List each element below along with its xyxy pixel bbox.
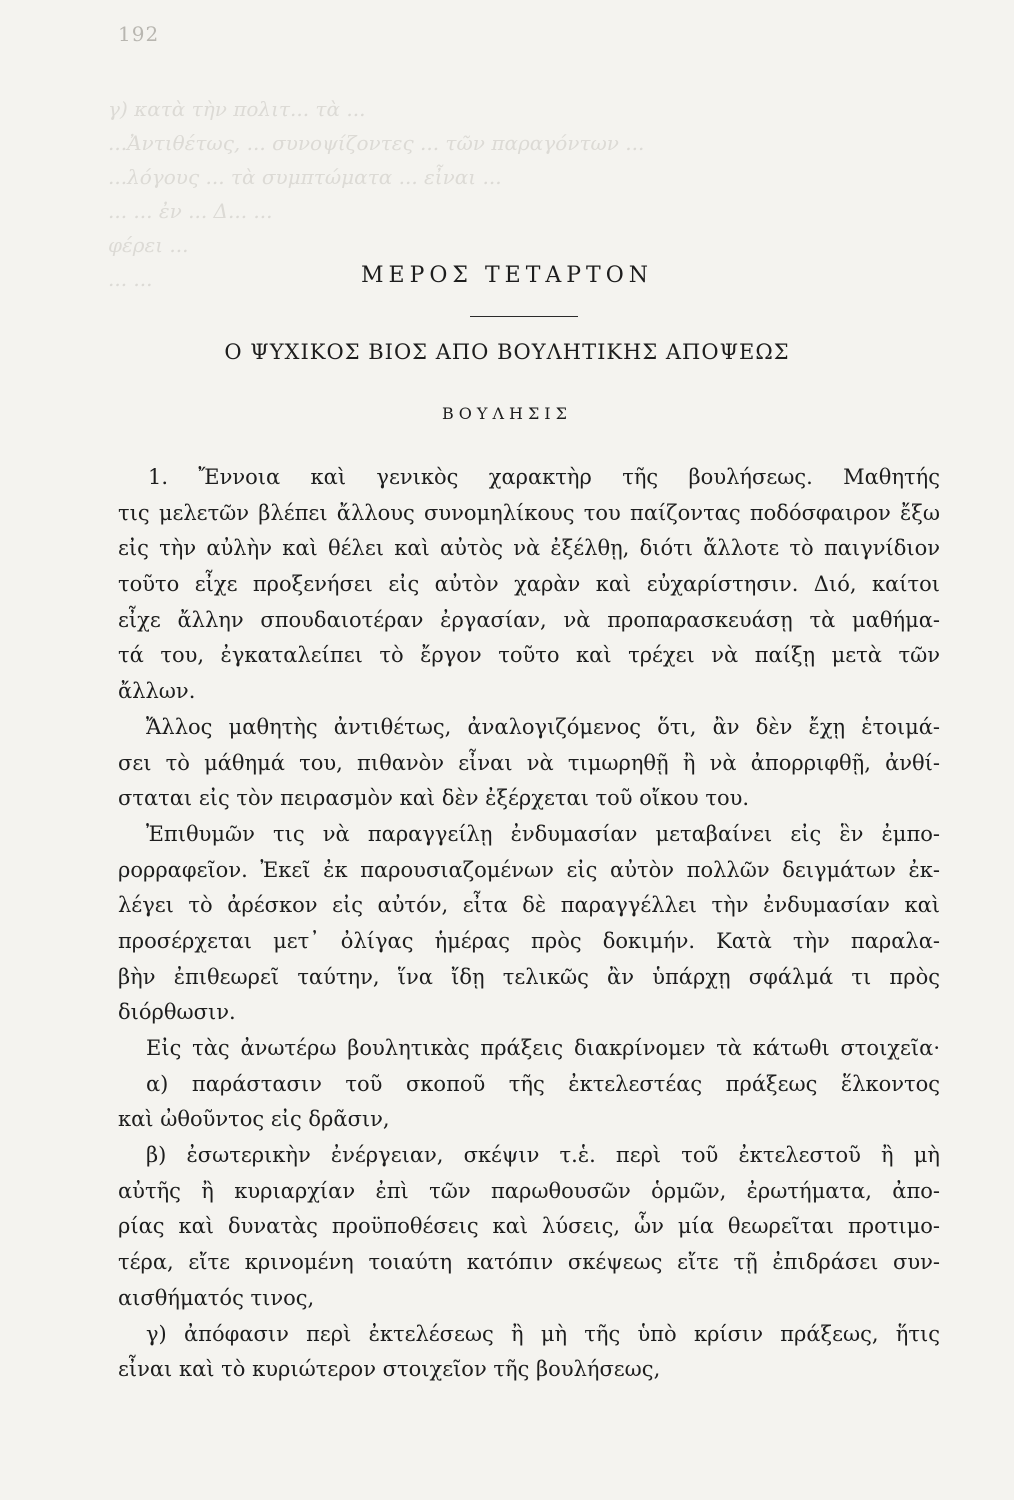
text-line: τοῦτο εἶχε προξενήσει εἰς αὐτὸν χαρὰν καὶ εὐχαρίστησιν. Διό, καίτοι — [118, 572, 940, 597]
text-line: εἶναι καὶ τὸ κυριώτερον στοιχεῖον τῆς βουλήσεως, — [118, 1357, 661, 1382]
text-line: Ἐπιθυμῶν τις νὰ παραγγείλῃ ἐνδυμασίαν μεταβαίνει εἰς ἓν ἐμπο- — [146, 821, 940, 846]
text-line: Εἰς τὰς ἀνωτέρω βουλητικὰς πράξεις διακρίνομεν τὰ κάτωθι στοιχεῖα· — [146, 1036, 940, 1060]
bleed-line: γ) κατὰ τὴν πολιτ... τὰ ... — [108, 97, 366, 121]
text-line: αισθήματός τινος, — [118, 1285, 315, 1310]
bleed-line: ... ... — [108, 267, 153, 291]
text-line: 1. Ἔννοια καὶ γενικὸς χαρακτὴρ τῆς βουλήσεως. Μαθητής — [148, 465, 940, 489]
bleed-line: ...Ἀντιθέτως, ... συνοψίζοντες ... τῶν παραγόντων ... — [108, 131, 645, 155]
text-line: τις μελετῶν βλέπει ἄλλους συνομηλίκους του παίζοντας ποδόσφαιρον ἔξω — [118, 500, 940, 525]
text-line: β) ἐσωτερικὴν ἐνέργειαν, σκέψιν τ.ἑ. περὶ τοῦ ἐκτελεστοῦ ἢ μὴ — [146, 1143, 940, 1168]
text-line: σει τὸ μάθημά του, πιθανὸν εἶναι νὰ τιμωρηθῇ ἢ νὰ ἀπορριφθῇ, ἀνθί- — [118, 750, 940, 775]
section-title: Ο ΨΥΧΙΚΟΣ ΒΙΟΣ ΑΠΟ ΒΟΥΛΗΤΙΚΗΣ ΑΠΟΨΕΩΣ — [224, 340, 790, 364]
text-line: ρορραφεῖον. Ἐκεῖ ἐκ παρουσιαζομένων εἰς αὐτὸν πολλῶν δειγμάτων ἐκ- — [118, 857, 940, 882]
subsection-title: ΒΟΥΛΗΣΙΣ — [442, 404, 572, 423]
part-title: ΜΕΡΟΣ ΤΕΤΑΡΤΟΝ — [360, 263, 654, 288]
text-line: προσέρχεται μετ᾽ ὀλίγας ἡμέρας πρὸς δοκιμήν. Κατὰ τὴν παραλα- — [118, 928, 940, 953]
page-number: 192 — [118, 22, 160, 46]
text-line: γ) ἀπόφασιν περὶ ἐκτελέσεως ἢ μὴ τῆς ὑπὸ κρίσιν πράξεως, ἥτις — [146, 1321, 940, 1346]
text-line: ρίας καὶ δυνατὰς προϋποθέσεις καὶ λύσεις, ὧν μία θεωρεῖται προτιμο- — [118, 1214, 940, 1239]
text-line: ἄλλων. — [118, 679, 196, 704]
text-line: αὐτῆς ἢ κυριαρχίαν ἐπὶ τῶν παρωθουσῶν ὁρμῶν, ἐρωτήματα, ἀπο- — [118, 1178, 940, 1203]
bleed-line: ... ... ἐν ... Δ... ... — [108, 199, 273, 223]
text-line: τέρα, εἴτε κρινομένη τοιαύτη κατόπιν σκέψεως εἴτε τῇ ἐπιδράσει συν- — [118, 1250, 940, 1275]
text-line: εἶχε ἄλλην σπουδαιοτέραν ἐργασίαν, νὰ προπαρασκευάσῃ τὰ μαθήμα- — [118, 607, 940, 632]
text-line: λέγει τὸ ἀρέσκον εἰς αὐτόν, εἶτα δὲ παραγγέλλει τὴν ἐνδυμασίαν καὶ — [118, 893, 940, 918]
text-line: Ἄλλος μαθητὴς ἀντιθέτως, ἀναλογιζόμενος ὅτι, ἂν δὲν ἔχῃ ἑτοιμά- — [146, 714, 940, 739]
text-line: εἰς τὴν αὐλὴν καὶ θέλει καὶ αὐτὸς νὰ ἐξέλθῃ, διότι ἄλλοτε τὸ παιγνίδιον — [118, 536, 940, 561]
text-line: καὶ ὠθοῦντος εἰς δρᾶσιν, — [118, 1107, 390, 1132]
bleed-line: φέρει ... — [108, 233, 189, 257]
body-text — [118, 460, 940, 1388]
bleed-line: ...λόγους ... τὰ συμπτώματα ... εἶναι ... — [108, 165, 502, 189]
text-line: διόρθωσιν. — [118, 1000, 236, 1025]
title-divider — [470, 316, 578, 317]
text-line: βὴν ἐπιθεωρεῖ ταύτην, ἵνα ἴδῃ τελικῶς ἂν ὑπάρχῃ σφάλμά τι πρὸς — [118, 964, 940, 989]
text-line: τά του, ἐγκαταλείπει τὸ ἔργον τοῦτο καὶ τρέχει νὰ παίξῃ μετὰ τῶν — [118, 643, 940, 668]
text-line: α) παράστασιν τοῦ σκοποῦ τῆς ἐκτελεστέας πράξεως ἕλκοντος — [146, 1071, 940, 1096]
text-line: σταται εἰς τὸν πειρασμὸν καὶ δὲν ἐξέρχεται τοῦ οἴκου του. — [118, 786, 750, 811]
